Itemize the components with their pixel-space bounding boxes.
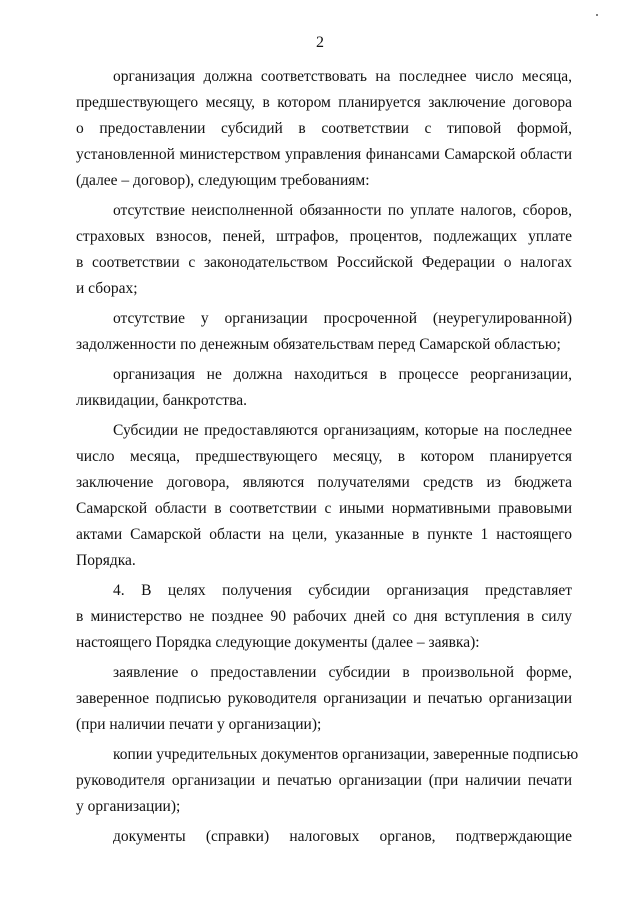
text-line: страховых взносов, пеней, штрафов, процентов, подлежащих уплате xyxy=(76,228,572,245)
paragraph xyxy=(76,198,572,302)
text-line: о предоставлении субсидий в соответствии с типовой формой, xyxy=(76,120,572,137)
text-line: руководителя организации и печатью организации (при наличии печати xyxy=(76,772,572,789)
text-line: документы (справки) налоговых органов, подтверждающие xyxy=(113,828,572,845)
text-line: организация должна соответствовать на последнее число месяца, xyxy=(113,68,572,85)
paragraph xyxy=(76,660,572,738)
text-line: заверенное подписью руководителя организации и печатью организации xyxy=(76,690,572,707)
text-line: заявление о предоставлении субсидии в произвольной форме, xyxy=(113,664,572,681)
text-line: заключение договора, являются получателями средств из бюджета xyxy=(76,474,572,491)
text-line: и сборах; xyxy=(76,280,138,297)
paragraph xyxy=(76,362,572,414)
text-line: Порядка. xyxy=(76,552,136,569)
paragraph xyxy=(76,306,572,358)
text-line: Субсидии не предоставляются организациям, которые на последнее xyxy=(113,422,572,439)
text-line: организация не должна находиться в процессе реорганизации, xyxy=(113,366,572,383)
text-line: установленной министерством управления финансами Самарской области xyxy=(76,146,572,163)
text-line: предшествующего месяцу, в котором планируется заключение договора xyxy=(76,94,572,111)
text-line: ликвидации, банкротства. xyxy=(76,392,247,409)
text-line: отсутствие у организации просроченной (неурегулированной) xyxy=(113,310,572,327)
scan-speck xyxy=(596,14,598,16)
paragraph xyxy=(76,824,572,850)
text-line: у организации); xyxy=(76,798,181,815)
page-number: 2 xyxy=(316,34,324,51)
text-line: число месяца, предшествующего месяцу, в котором планируется xyxy=(76,448,572,465)
text-line: в соответствии с законодательством Российской Федерации о налогах xyxy=(76,254,572,271)
text-line: отсутствие неисполненной обязанности по уплате налогов, сборов, xyxy=(113,202,572,219)
text-line: Самарской области в соответствии с иными нормативными правовыми xyxy=(76,500,572,517)
text-line: 4. В целях получения субсидии организация представляет xyxy=(113,582,572,599)
paragraph xyxy=(76,578,572,656)
paragraph xyxy=(76,64,572,194)
paragraph xyxy=(76,742,579,820)
text-line: задолженности по денежным обязательствам перед Самарской областью; xyxy=(76,336,561,353)
text-line: (при наличии печати у организации); xyxy=(76,716,322,733)
paragraph xyxy=(76,418,572,574)
text-line: копии учредительных документов организации, заверенные подписью xyxy=(113,746,579,763)
text-line: (далее – договор), следующим требованиям: xyxy=(76,172,370,189)
text-line: настоящего Порядка следующие документы (далее – заявка): xyxy=(76,634,480,651)
text-line: в министерство не позднее 90 рабочих дней со дня вступления в силу xyxy=(76,608,572,625)
document-body xyxy=(76,64,579,854)
text-line: актами Самарской области на цели, указанные в пункте 1 настоящего xyxy=(76,526,572,543)
